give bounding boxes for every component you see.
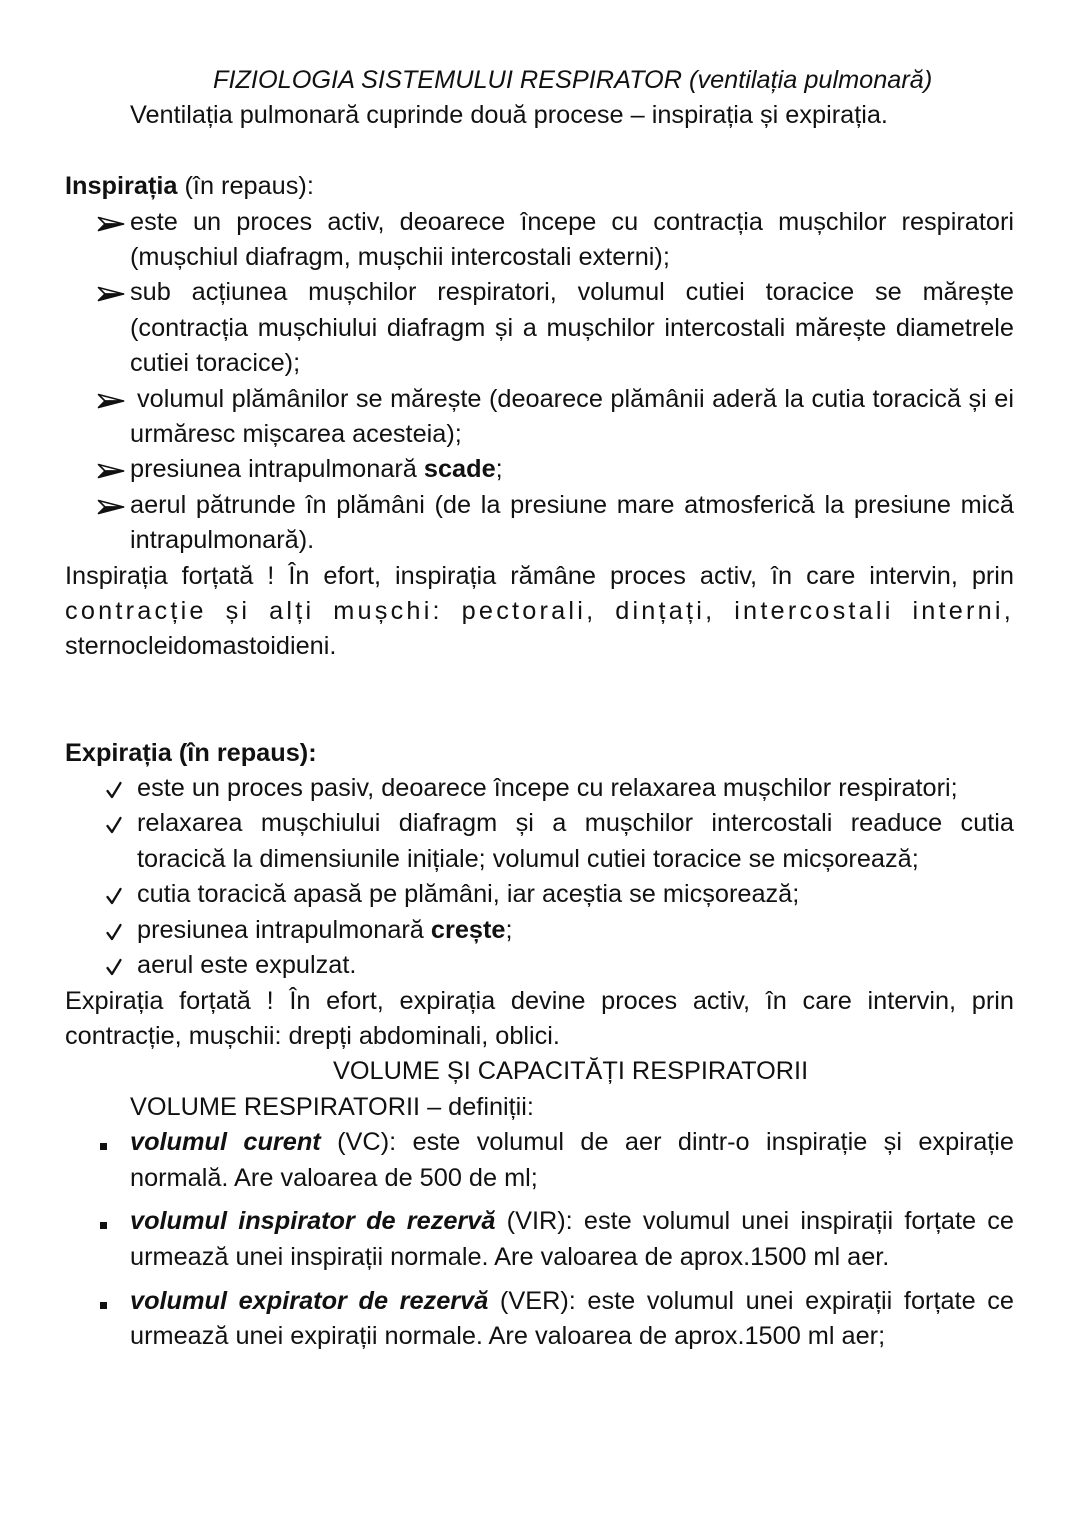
point-text: presiunea intrapulmonară xyxy=(130,455,417,484)
volume-definition xyxy=(0,1125,1080,1196)
expiration-point xyxy=(0,877,1080,912)
square-bullet-icon xyxy=(100,1222,107,1229)
blank-line xyxy=(0,700,1080,735)
inspiration-point-line xyxy=(0,452,1080,487)
page-title: FIZIOLOGIA SISTEMULUI RESPIRATOR (ventilația pulmonară) xyxy=(213,66,933,94)
checkmark-bullet-icon xyxy=(105,781,123,799)
definition-text: (VER): este volumul unei expirații forțate ce xyxy=(499,1286,1014,1315)
section-title: VOLUME ȘI CAPACITĂȚI RESPIRATORII xyxy=(333,1057,809,1086)
expiration-point-line: aerul este expulzat. xyxy=(137,951,357,980)
inspiration-heading-bold: Inspirația xyxy=(65,172,178,201)
inspiration-heading xyxy=(0,169,1080,204)
expiration-section xyxy=(0,736,1080,1055)
expiration-point xyxy=(0,771,1080,806)
checkmark-bullet-icon xyxy=(105,887,123,905)
point-text: presiunea intrapulmonară xyxy=(137,915,424,944)
expiration-point-line: cutia toracică apasă pe plămâni, iar aceștia se micșorează; xyxy=(137,880,800,909)
arrowhead-bullet-icon xyxy=(97,216,125,232)
inspiration-point-line: (contracția mușchiului diafragm și a mușchilor intercostali mărește diametrele xyxy=(130,313,1014,342)
blank-line xyxy=(0,665,1080,700)
definition-line xyxy=(0,1125,1080,1160)
arrowhead-bullet-icon xyxy=(97,463,125,479)
definition-line xyxy=(0,1204,1080,1239)
section-subtitle: VOLUME RESPIRATORII – definiții: xyxy=(130,1092,534,1121)
inspiration-point-line: urmăresc mișcarea acesteia); xyxy=(130,420,462,449)
arrowhead-bullet-icon xyxy=(97,499,125,515)
point-text-end: ; xyxy=(495,455,503,484)
checkmark-bullet-icon xyxy=(105,923,123,941)
definition-term: volumul curent xyxy=(130,1128,321,1157)
checkmark-bullet-icon xyxy=(105,816,123,834)
definition-term: volumul expirator de rezervă xyxy=(130,1286,489,1315)
paragraph-line: sternocleidomastoidieni. xyxy=(65,632,337,661)
expiration-point-line: este un proces pasiv, deoarece începe cu relaxarea mușchilor respiratori; xyxy=(137,774,958,803)
expiration-point xyxy=(0,806,1080,877)
checkmark-bullet-icon xyxy=(105,958,123,976)
inspiration-point xyxy=(0,488,1080,559)
definition-line: urmează unei expirații normale. Are valoarea de aprox.1500 ml aer; xyxy=(130,1322,886,1351)
inspiration-point-line: sub acțiunea mușchilor respiratori, volumul cutiei toracice se mărește xyxy=(130,278,1014,307)
inspiration-point-line: volumul plămânilor se mărește (deoarece plămânii aderă la cutia toracică și ei xyxy=(137,384,1014,413)
definition-line xyxy=(0,1284,1080,1319)
square-bullet-icon xyxy=(100,1302,107,1309)
inspiration-point xyxy=(0,452,1080,487)
paragraph-line: Expirația forțată ! În efort, expirația devine proces activ, în care intervin, prin xyxy=(65,986,1014,1015)
definition-text: (VC): este volumul de aer dintr-o inspirație și expirație xyxy=(337,1128,1014,1157)
expiration-heading xyxy=(0,736,1080,771)
inspiration-point xyxy=(0,205,1080,276)
inspiration-point-line: (mușchiul diafragm, mușchii intercostali externi); xyxy=(130,243,670,272)
expiration-point-line: toracică la dimensiunile inițiale; volumul cutiei toracice se micșorează; xyxy=(137,844,919,873)
forced-inspiration-paragraph xyxy=(0,559,1080,665)
paragraph-line: contracție și alți mușchi: pectorali, dințați, intercostali interni, xyxy=(65,597,1014,626)
intro-text: Ventilația pulmonară cuprinde două procese – inspirația și expirația. xyxy=(130,101,888,130)
definition-line: normală. Are valoarea de 500 de ml; xyxy=(130,1163,538,1192)
volume-definition xyxy=(0,1204,1080,1275)
paragraph-line: contracție, mușchii: drepți abdominali, oblici. xyxy=(65,1021,560,1050)
inspiration-section xyxy=(0,169,1080,665)
definition-text: (VIR): este volumul unei inspirații forțate ce xyxy=(506,1207,1014,1236)
inspiration-point xyxy=(0,275,1080,381)
paragraph-line: Inspirația forțată ! În efort, inspirația rămâne proces activ, în care intervin, prin xyxy=(65,561,1014,590)
inspiration-point-line: intrapulmonară). xyxy=(130,526,315,555)
volume-definition xyxy=(0,1284,1080,1355)
expiration-heading-bold: Expirația (în repaus): xyxy=(65,738,317,767)
point-emphasis: scade xyxy=(423,455,496,484)
inspiration-point xyxy=(0,382,1080,453)
arrowhead-bullet-icon xyxy=(97,393,125,409)
point-text-end: ; xyxy=(505,915,513,944)
inspiration-heading-rest: (în repaus): xyxy=(184,172,314,201)
inspiration-point-line: aerul pătrunde în plămâni (de la presiune mare atmosferică la presiune mică xyxy=(130,490,1014,519)
inspiration-point-line: este un proces activ, deoarece începe cu contracția mușchilor respiratori xyxy=(130,207,1014,236)
expiration-point xyxy=(0,948,1080,983)
blank-line xyxy=(0,134,1080,169)
definition-term: volumul inspirator de rezervă xyxy=(130,1207,496,1236)
square-bullet-icon xyxy=(100,1143,107,1150)
expiration-point-line xyxy=(0,913,1080,948)
definition-line: urmează unei inspirații normale. Are valoarea de aprox.1500 ml aer. xyxy=(130,1242,890,1271)
volumes-section xyxy=(0,1054,1080,1354)
expiration-point xyxy=(0,913,1080,948)
point-emphasis: crește xyxy=(430,915,506,944)
inspiration-point-line: cutiei toracice); xyxy=(130,349,301,378)
expiration-point-line: relaxarea mușchiului diafragm și a mușchilor intercostali readuce cutia xyxy=(137,809,1014,838)
forced-expiration-paragraph xyxy=(0,984,1080,1055)
arrowhead-bullet-icon xyxy=(97,286,125,302)
